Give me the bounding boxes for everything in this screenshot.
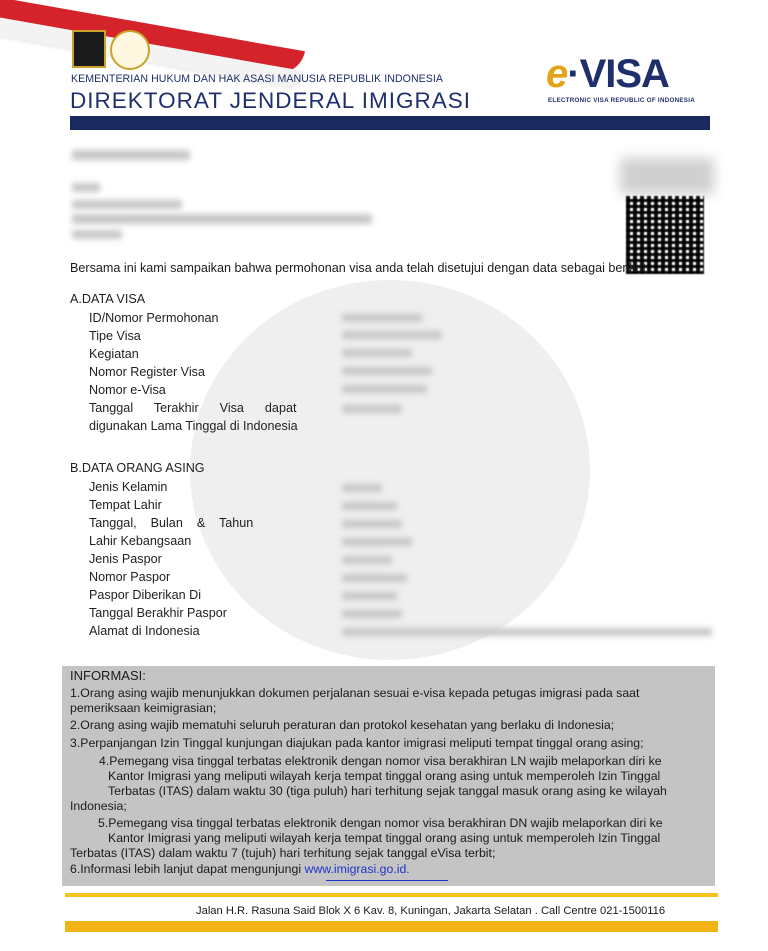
- info-title: INFORMASI:: [70, 668, 146, 683]
- visa-label: Tipe Visa: [89, 329, 141, 343]
- person-label: Paspor Diberikan Di: [89, 588, 201, 602]
- link-underline: [326, 880, 448, 881]
- person-label: Tempat Lahir: [89, 498, 162, 512]
- immigration-seal-icon: [110, 30, 150, 70]
- person-label: Tanggal, Bulan & Tahun: [89, 516, 254, 530]
- redacted-address: [72, 214, 372, 224]
- redacted-stamp: [620, 158, 714, 194]
- person-label: Jenis Paspor: [89, 552, 162, 566]
- info-line: 3.Perpanjangan Izin Tinggal kunjungan diajukan pada kantor imigrasi meliputi tempat tinggal orang asing;: [70, 736, 644, 750]
- ministry-name: KEMENTERIAN HUKUM DAN HAK ASASI MANUSIA REPUBLIK INDONESIA: [71, 73, 443, 85]
- info-line: pemeriksaan keimigrasian;: [70, 701, 217, 715]
- redacted-name: [72, 200, 182, 209]
- info-line: Terbatas (ITAS) dalam waktu 30 (tiga puluh) hari terhitung sejak tanggal masuk orang asing ke wilayah: [108, 784, 667, 798]
- ministry-logo-icon: [72, 30, 106, 68]
- redacted-value: [342, 331, 442, 339]
- information-box: [62, 666, 715, 886]
- redacted-value: [342, 502, 397, 510]
- redacted-value: [342, 574, 407, 582]
- person-label: Jenis Kelamin: [89, 480, 168, 494]
- redacted-value: [342, 628, 712, 636]
- section-a-title: A.DATA VISA: [70, 292, 146, 306]
- header-divider: [70, 116, 710, 130]
- redacted-value: [342, 314, 422, 322]
- imigrasi-website-link[interactable]: www.imigrasi.go.id.: [304, 862, 410, 876]
- visa-label: Nomor e-Visa: [89, 383, 166, 397]
- redacted-value: [342, 538, 412, 546]
- info-line: 1.Orang asing wajib menunjukkan dokumen perjalanan sesuai e-visa kepada petugas imigrasi pada saat: [70, 686, 640, 700]
- footer-address: Jalan H.R. Rasuna Said Blok X 6 Kav. 8, Kuningan, Jakarta Selatan . Call Centre 021-1500116: [196, 905, 666, 917]
- redacted-salutation: [72, 183, 100, 192]
- redacted-value: [342, 367, 432, 375]
- footer-top-bar: [65, 893, 718, 897]
- visa-label: Kegiatan: [89, 347, 139, 361]
- redacted-value: [342, 349, 412, 357]
- info-line: 4.Pemegang visa tinggal terbatas elektronik dengan nomor visa berakhiran LN wajib melaporkan diri ke: [99, 754, 662, 768]
- redacted-value: [342, 592, 397, 600]
- info-line: Kantor Imigrasi yang meliputi wilayah kerja tempat tinggal orang asing untuk memperoleh Izin Tinggal: [108, 831, 661, 845]
- visa-label: digunakan Lama Tinggal di Indonesia: [89, 419, 298, 433]
- directorate-title: DIREKTORAT JENDERAL IMIGRASI: [70, 88, 471, 113]
- redacted-value: [342, 556, 392, 564]
- person-label: Nomor Paspor: [89, 570, 171, 584]
- evisa-tagline: ELECTRONIC VISA REPUBLIC OF INDONESIA: [548, 97, 696, 104]
- visa-label: Nomor Register Visa: [89, 365, 205, 379]
- redacted-value: [342, 610, 402, 618]
- info-line: 2.Orang asing wajib mematuhi seluruh peraturan dan protokol kesehatan yang berlaku di Indonesia;: [70, 718, 615, 732]
- info-line: Indonesia;: [70, 799, 127, 813]
- visa-label: Tanggal Terakhir Visa dapat: [89, 401, 297, 415]
- info-line: 5.Pemegang visa tinggal terbatas elektronik dengan nomor visa berakhiran DN wajib melaporkan diri ke: [98, 816, 663, 830]
- redacted-value: [342, 385, 427, 393]
- redacted-value: [342, 484, 382, 492]
- info-line: Terbatas (ITAS) dalam waktu 7 (tujuh) hari terhitung sejak tanggal eVisa terbit;: [70, 846, 496, 860]
- redacted-value: [342, 520, 402, 528]
- info-line: Kantor Imigrasi yang meliputi wilayah kerja tempat tinggal orang asing untuk memperoleh Izin Tinggal: [108, 769, 661, 783]
- visa-label: ID/Nomor Permohonan: [89, 311, 219, 325]
- section-b-title: B.DATA ORANG ASING: [70, 461, 205, 475]
- redacted-value: [342, 405, 402, 413]
- intro-text: Bersama ini kami sampaikan bahwa permohonan visa anda telah disetujui dengan data sebagai berikut :: [70, 261, 654, 275]
- person-label: Lahir Kebangsaan: [89, 534, 192, 548]
- person-label: Tanggal Berakhir Paspor: [89, 606, 227, 620]
- redacted-city: [72, 230, 122, 239]
- redacted-date: [72, 150, 190, 160]
- person-label: Alamat di Indonesia: [89, 624, 200, 638]
- evisa-logo: e·VISA: [546, 52, 669, 96]
- info-line-last: 6.Informasi lebih lanjut dapat mengunjungi www.imigrasi.go.id.: [70, 862, 410, 876]
- footer-bottom-bar: [65, 921, 718, 932]
